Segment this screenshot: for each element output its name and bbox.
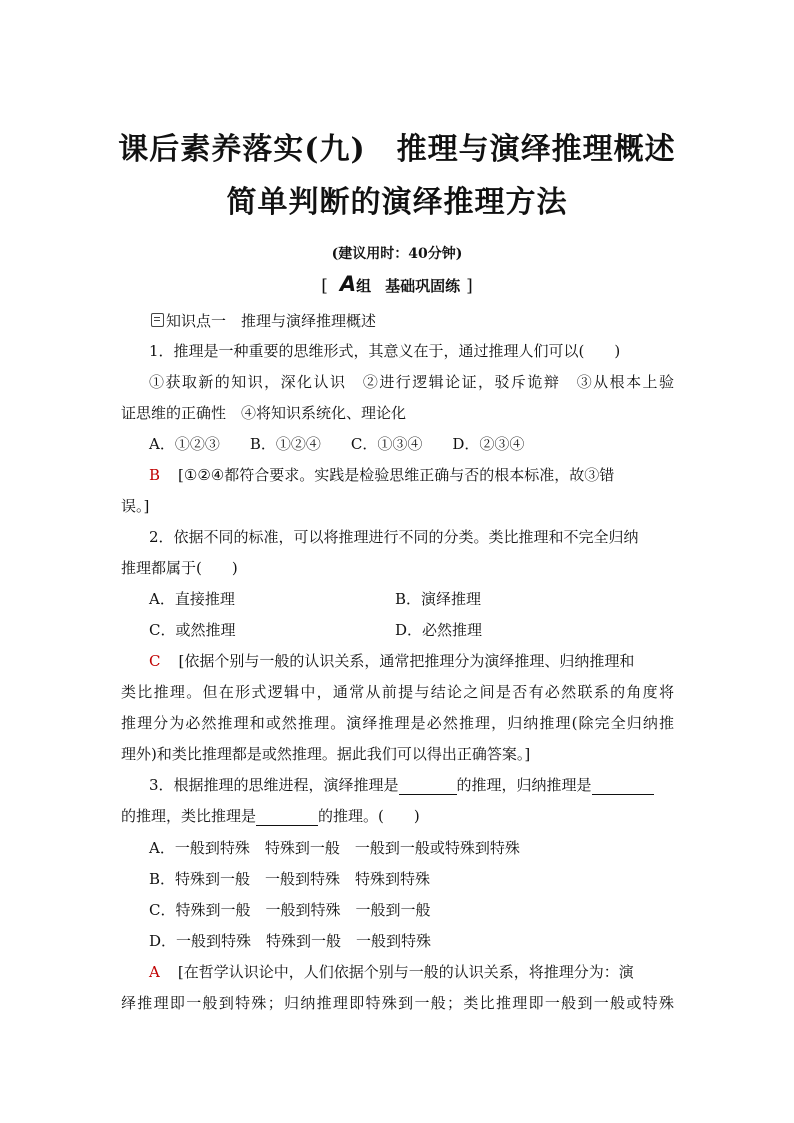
group-word: 组 — [356, 277, 372, 295]
knowledge-point-heading — [151, 311, 376, 331]
q3-explanation-line1 — [149, 962, 634, 982]
q1-options: A．①②③ B．①②④ C．①③④ D．②③④ — [149, 435, 525, 453]
group-bracket-left: [ — [321, 276, 328, 296]
q2-option-b: B．演绎推理 — [395, 590, 482, 608]
q2-stem-line1: 2．依据不同的标准，可以将推理进行不同的分类。类比推理和不完全归纳 — [149, 528, 639, 546]
page-subtitle: 简单判断的演绎推理方法 — [226, 185, 568, 220]
group-bracket-right: ] — [466, 276, 473, 296]
q2-option-c: C．或然推理 — [149, 621, 236, 639]
q2-explanation-line2: 类比推理。但在形式逻辑中，通常从前提与结论之间是否有必然联系的角度将 — [121, 683, 674, 701]
q2-explanation-line3: 推理分为必然推理和或然推理。演绎推理是必然推理，归纳推理(除完全归纳推 — [121, 714, 674, 732]
q1-body-line2: 证思维的正确性 ④将知识系统化、理论化 — [121, 404, 407, 422]
q3-option-d: D．一般到特殊 特殊到一般 一般到特殊 — [149, 932, 432, 950]
q2-option-a: A．直接推理 — [149, 590, 235, 608]
group-heading — [0, 272, 794, 296]
q3-explanation-text: [在哲学认识论中，人们依据个别与一般的认识关系，将推理分为：演 — [177, 963, 634, 981]
q1-stem: 1．推理是一种重要的思维形式，其意义在于，通过推理人们可以( ) — [149, 342, 621, 360]
q2-stem-line2: 推理都属于( ) — [121, 559, 238, 577]
knowledge-point-icon — [151, 313, 164, 327]
q3-stem-part3: 的推理，类比推理是 — [121, 807, 257, 825]
q3-stem-part1: 3．根据推理的思维进程，演绎推理是 — [149, 776, 399, 794]
q1-body-line1: ①获取新的知识，深化认识 ②进行逻辑论证，驳斥诡辩 ③从根本上验 — [149, 373, 674, 391]
q3-option-c: C．特殊到一般 一般到特殊 一般到一般 — [149, 901, 431, 919]
suggested-time: (建议用时：40分钟) — [331, 246, 463, 262]
q3-stem-line2 — [121, 806, 420, 826]
group-letter: A — [339, 272, 357, 296]
q3-blank-2 — [592, 778, 654, 795]
q2-option-d: D．必然推理 — [395, 621, 483, 639]
q2-answer: C — [149, 652, 161, 670]
q3-explanation-line2: 绎推理即一般到特殊；归纳推理即特殊到一般；类比推理即一般到一般或特殊 — [121, 994, 674, 1012]
q3-stem-part2: 的推理，归纳推理是 — [456, 776, 592, 794]
q3-blank-1 — [399, 778, 457, 795]
knowledge-point-label: 知识点一 推理与演绎推理概述 — [166, 312, 377, 330]
group-name: 基础巩固练 — [385, 277, 461, 295]
q3-answer: A — [149, 963, 160, 981]
q3-stem-line1 — [149, 775, 654, 795]
q2-explanation-line4: 理外)和类比推理都是或然推理。据此我们可以得出正确答案。] — [121, 745, 531, 763]
q3-option-b: B．特殊到一般 一般到特殊 特殊到特殊 — [149, 870, 431, 888]
q1-answer: B — [149, 466, 161, 484]
q2-explanation-line1 — [149, 651, 634, 671]
page-title: 课后素养落实(九) 推理与演绎推理概述 — [118, 132, 676, 167]
q3-blank-3 — [256, 809, 318, 826]
q1-explanation-text: [①②④都符合要求。实践是检验思维正确与否的根本标准，故③错 — [178, 466, 615, 484]
q3-stem-part4: 的推理。( ) — [318, 807, 420, 825]
q1-explanation-line1 — [149, 465, 614, 485]
q3-option-a: A．一般到特殊 特殊到一般 一般到一般或特殊到特殊 — [149, 839, 520, 857]
q1-explanation-line2: 误。] — [121, 497, 150, 515]
q2-explanation-text: [依据个别与一般的认识关系，通常把推理分为演绎推理、归纳推理和 — [178, 652, 635, 670]
